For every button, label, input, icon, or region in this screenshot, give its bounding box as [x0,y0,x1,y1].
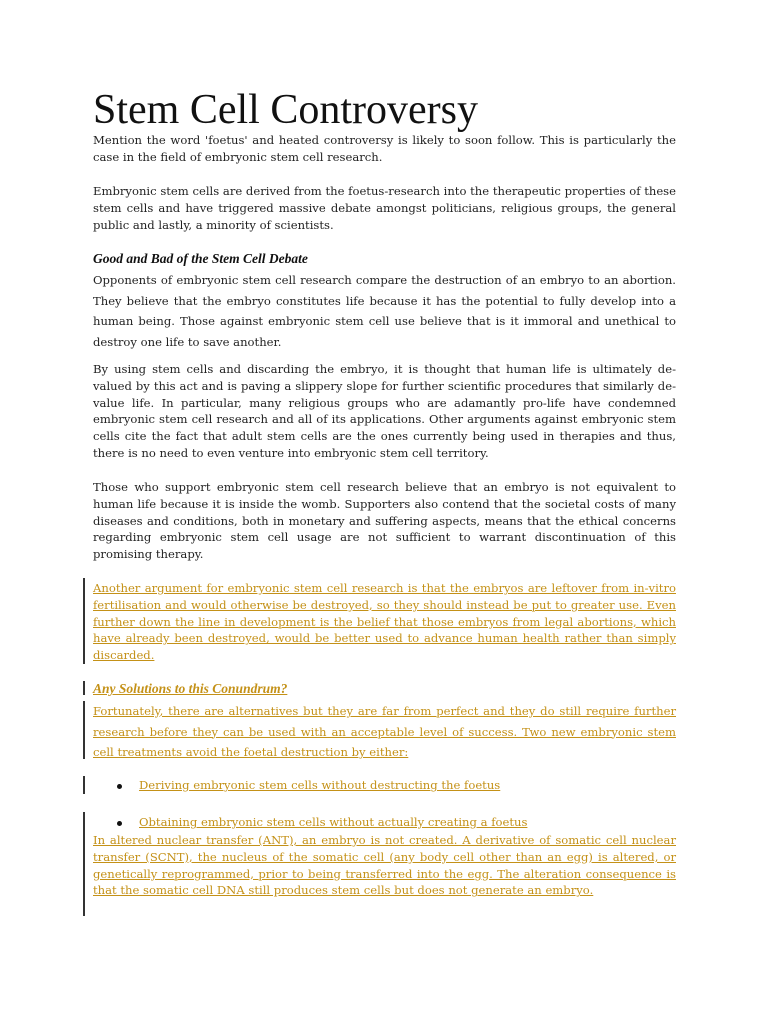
change-bar [83,776,85,794]
change-bar [83,701,85,759]
section-heading-debate: Good and Bad of the Stem Cell Debate [93,251,308,266]
debate-paragraph-3: Those who support embryonic stem cell research believe that an embryo is not equivalent to human life because it is inside the womb. Supporters also contend that the societal costs of many diseases and conditions, both in monetary and suffering aspects, means that the ethical concerns regarding embryonic stem cell usage are not sufficient to warrant discontinuation of this promising therapy. [93,480,676,562]
debate-paragraph-4: Another argument for embryonic stem cell research is that the embryos are leftover from in-vitro fertilisation and would otherwise be destroyed, so they should instead be put to greater use. Even further down the line in development is the belief that those embryos from legal abortions, which have already been destroyed, would be better used to advance human health rather than simply discarded. [93,581,676,663]
solutions-paragraph-1: Fortunately, there are alternatives but they are far from perfect and they do still require further research before they can be used with an acceptable level of success. Two new embryonic stem cell treatments avoid the foetal destruction by either: [93,704,676,759]
debate-paragraph-1: Opponents of embryonic stem cell research compare the destruction of an embryo to an abortion. They believe that the embryo constitutes life because it has the potential to fully develop into a human being. Those against embryonic stem cell use believe that is it immoral and unethical to destroy one life to save another. [93,273,676,349]
page-title: Stem Cell Controversy [93,87,478,133]
bullet-icon [117,784,122,789]
change-bar [83,578,85,664]
bullet-icon [117,821,122,826]
change-bar [83,681,85,695]
change-bar [83,812,85,916]
intro-paragraph-2: Embryonic stem cells are derived from the foetus-research into the therapeutic properties of these stem cells and have triggered massive debate amongst politicians, religious groups, the general public and lastly, a minority of scientists. [93,184,676,232]
debate-paragraph-2: By using stem cells and discarding the embryo, it is thought that human life is ultimately de-valued by this act and is paving a slippery slope for further scientific procedures that similarly de-value life. In particular, many religious groups who are adamantly pro-life have condemned embryonic stem cell research and all of its applications. Other arguments against embryonic stem cells cite the fact that adult stem cells are the ones currently being used in therapies and thus, there is no need to even venture into embryonic stem cell territory. [93,362,676,460]
solutions-paragraph-2: In altered nuclear transfer (ANT), an embryo is not created. A derivative of somatic cell nuclear transfer (SCNT), the nucleus of the somatic cell (any body cell other than an egg) is altered, or genetically reprogrammed, prior to being transferred into the egg. The alteration consequence is that the somatic cell DNA still produces stem cells but does not generate an embryo. [93,833,676,898]
intro-paragraph-1: Mention the word 'foetus' and heated controversy is likely to soon follow. This is particularly the case in the field of embryonic stem cell research. [93,133,676,164]
list-item-text: Obtaining embryonic stem cells without actually creating a foetus [139,815,528,829]
list-item-text: Deriving embryonic stem cells without destructing the foetus [139,778,501,792]
section-heading-solutions: Any Solutions to this Conundrum? [93,681,288,696]
